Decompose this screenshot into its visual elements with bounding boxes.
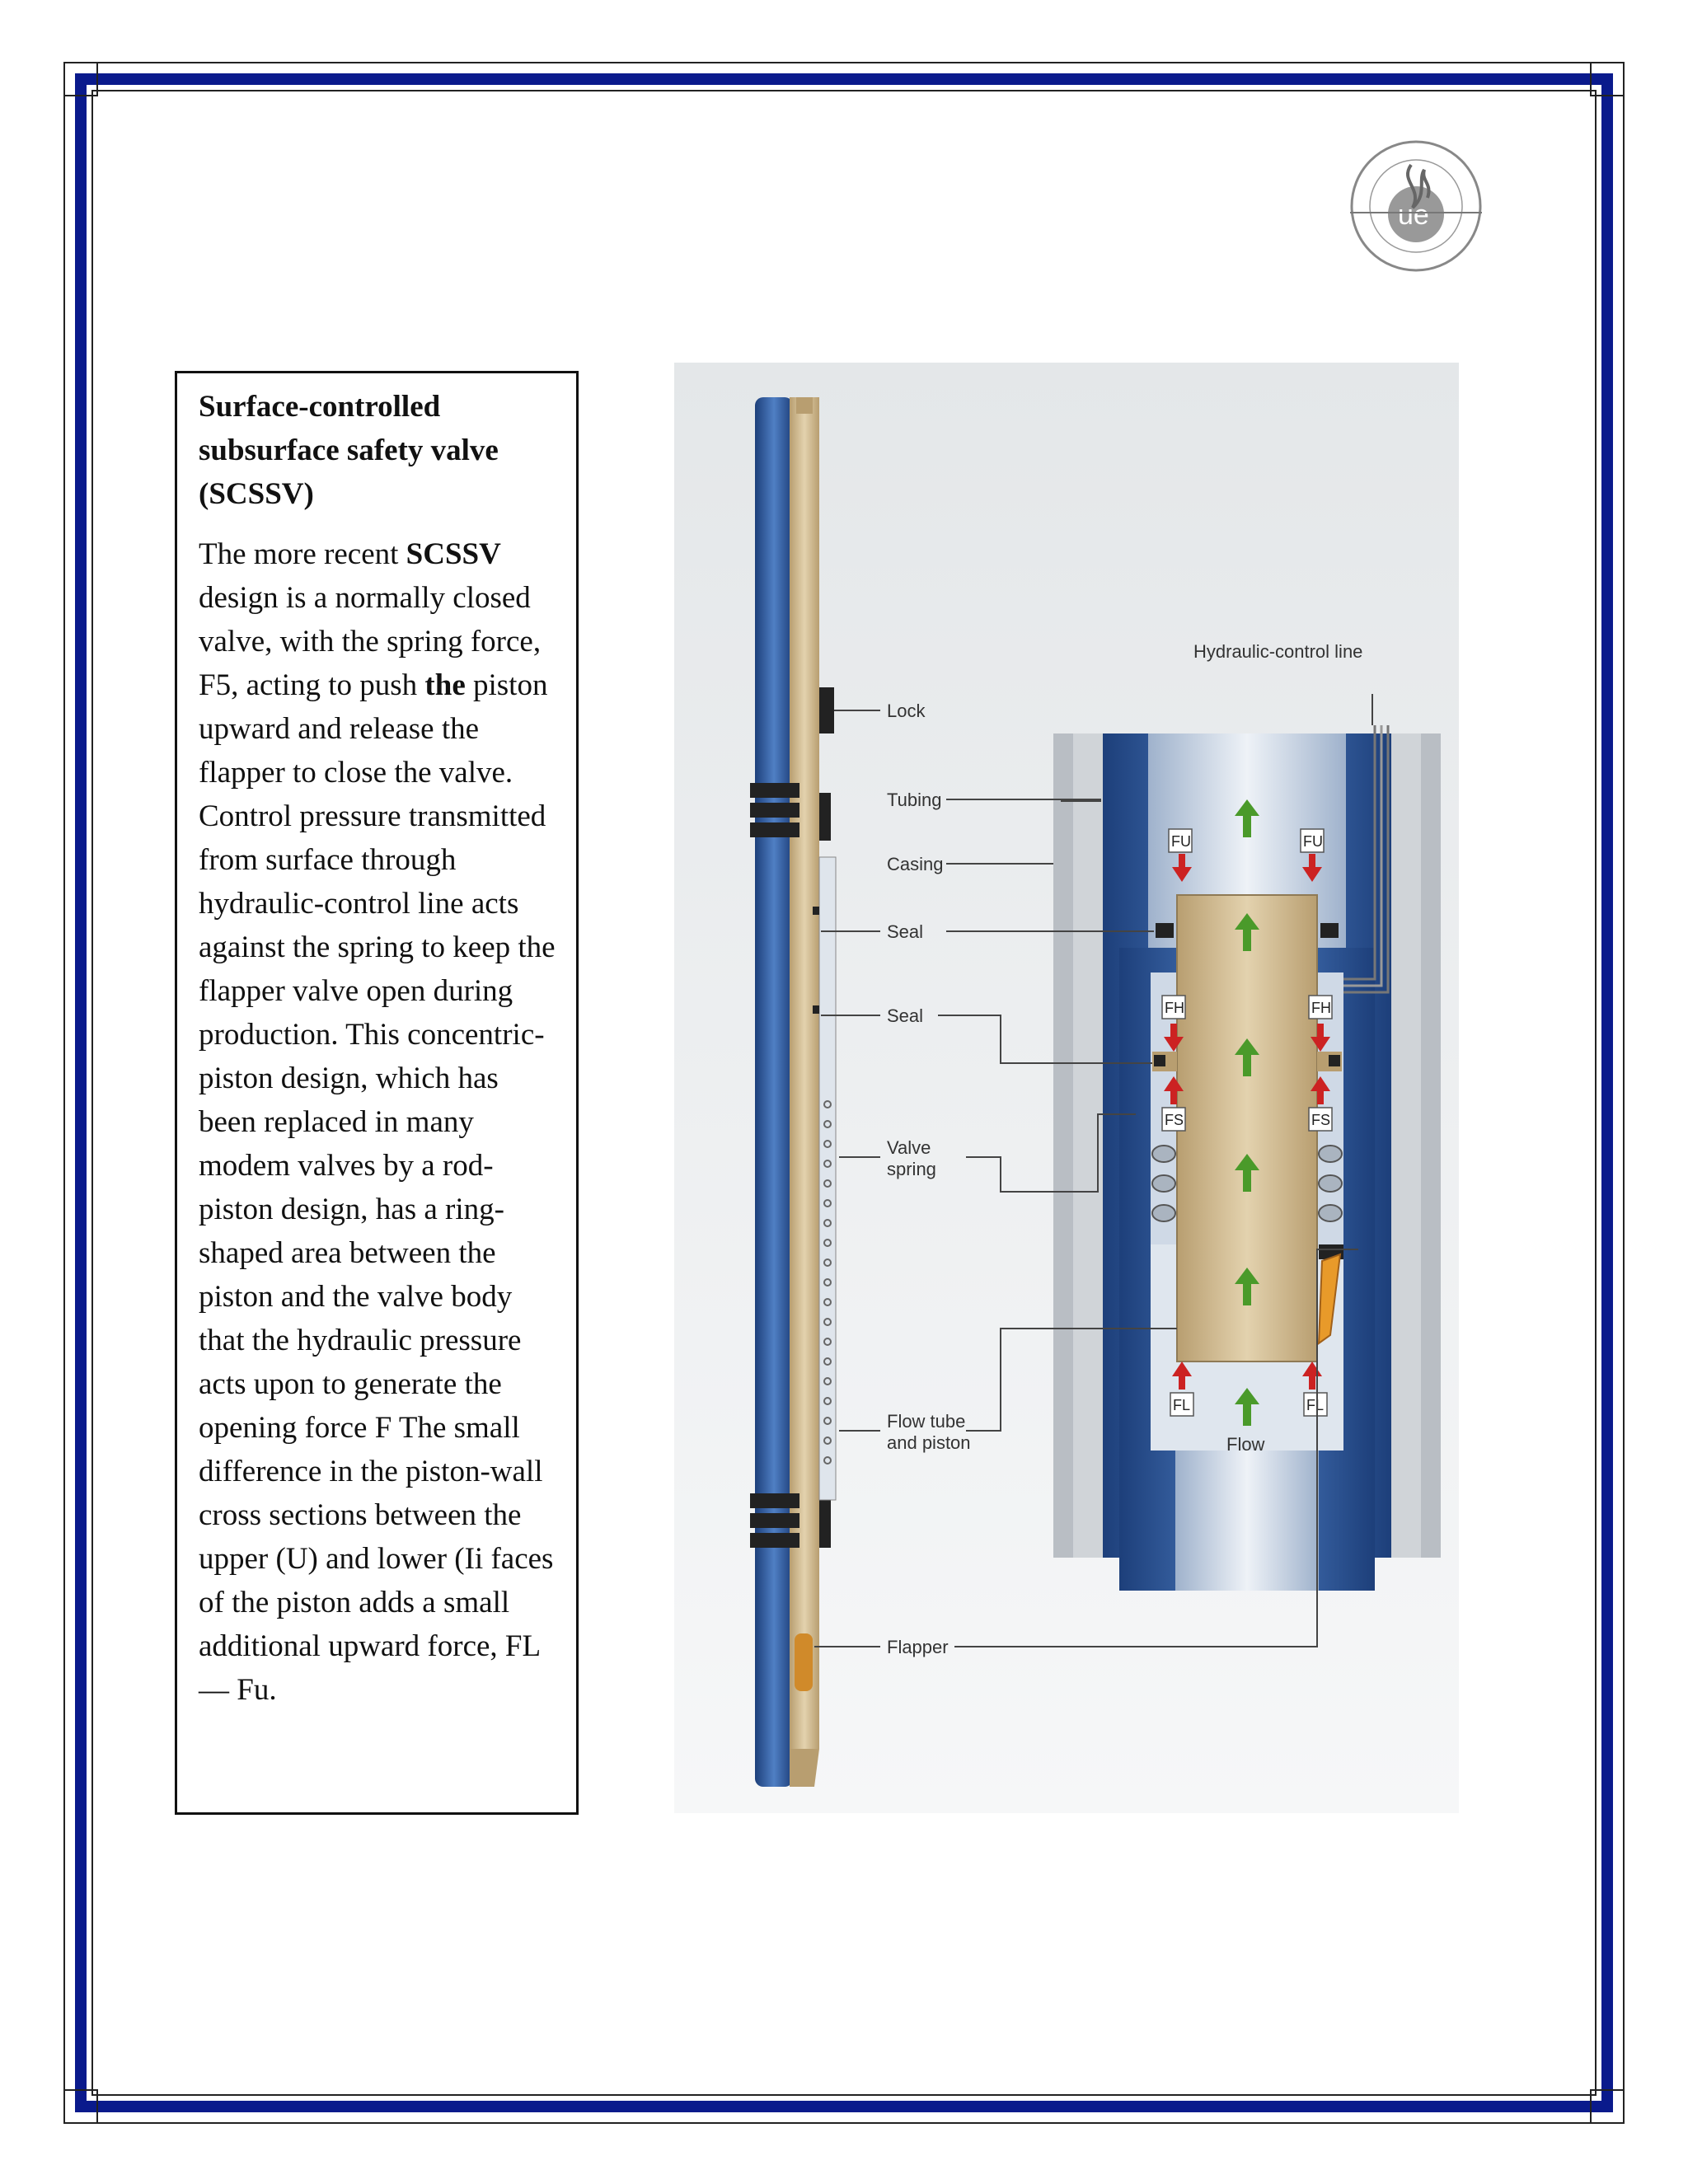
force-fu-left: FU xyxy=(1171,833,1191,850)
force-fl-right: FL xyxy=(1306,1397,1325,1413)
label-casing: Casing xyxy=(887,854,944,874)
force-fs-left: FS xyxy=(1165,1112,1184,1128)
force-fs-right: FS xyxy=(1311,1112,1331,1128)
cross-section xyxy=(1053,725,1441,1591)
label-flow-tube-line2: and piston xyxy=(887,1432,971,1453)
label-flow: Flow xyxy=(1226,1434,1265,1455)
textbox-title: Surface-controlled subsurface safety valve (SCSSV) xyxy=(199,390,499,511)
label-seal-lower: Seal xyxy=(887,1005,924,1026)
label-lock: Lock xyxy=(887,701,926,721)
force-fl-left: FL xyxy=(1173,1397,1191,1413)
label-flow-tube-line1: Flow tube xyxy=(887,1411,966,1432)
label-flapper: Flapper xyxy=(887,1637,949,1657)
label-tubing: Tubing xyxy=(887,790,942,810)
label-valve-spring-line1: Valve xyxy=(887,1137,931,1158)
label-seal-upper: Seal xyxy=(887,921,924,942)
svg-text:ue: ue xyxy=(1398,199,1429,231)
force-fu-right: FU xyxy=(1303,833,1323,850)
label-valve-spring-line2: spring xyxy=(887,1159,936,1179)
force-fh-left: FH xyxy=(1165,1000,1184,1016)
description-textbox xyxy=(175,371,579,1815)
force-fh-right: FH xyxy=(1311,1000,1331,1016)
textbox-paragraph: The more recent SCSSV design is a normally closed valve, with the spring force, F5, acting to push the piston upward and release the flapper to close the valve. Control pressure transmitted from surface through hydraulic-control line acts against the spring to keep the flapper valve open during production. This concentric-piston design, which has been replaced in many modem valves by a rod-piston design, has a ring-shaped area between the piston and the valve body that the hydraulic pressure acts upon to generate the opening force F The small difference in the piston-wall cross sections between the upper (U) and lower (Ii faces of the piston adds a small additional upward force, FL — Fu. xyxy=(199,537,556,1707)
university-logo xyxy=(1342,132,1490,280)
label-hydraulic-control-line: Hydraulic-control line xyxy=(1193,641,1363,662)
scssv-diagram xyxy=(674,363,1465,1813)
